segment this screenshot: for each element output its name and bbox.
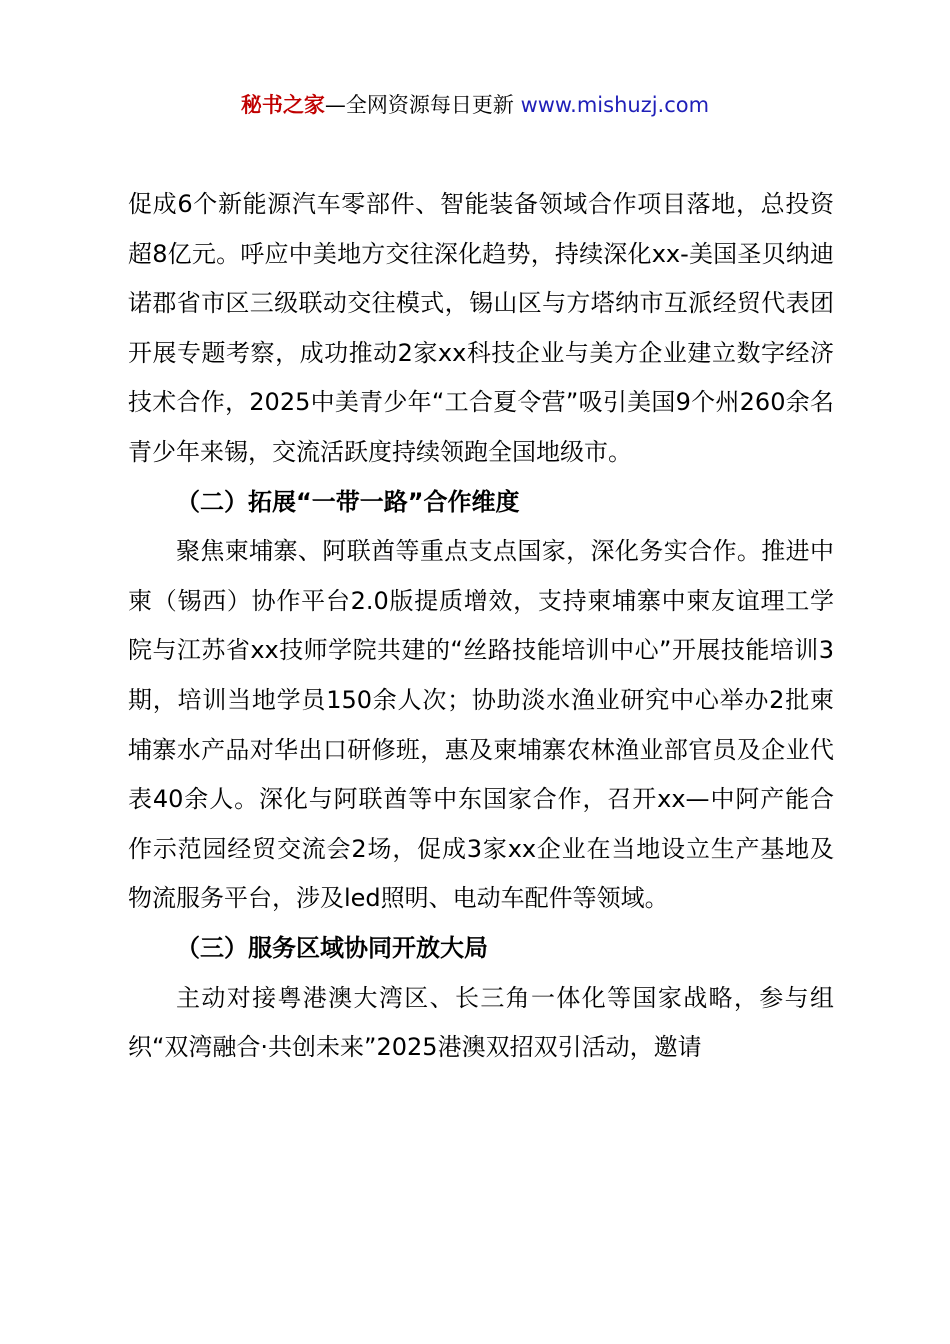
paragraph-continuation: 促成6个新能源汽车零部件、智能装备领域合作项目落地，总投资超8亿元。呼应中美地方交往深化趋势，持续深化xx-美国圣贝纳迪诺郡省市区三级联动交往模式，锡山区与方塔纳市互派经贸代表团开展专题考察，成功推动2家xx科技企业与美方企业建立数字经济技术合作，2025中美青少年“工合夏令营”吸引美国9个州260余名青少年来锡，交流活跃度持续领跑全国地级市。 xyxy=(128,190,834,466)
document-body xyxy=(128,180,834,1073)
site-brand: 秘书之家 xyxy=(240,93,325,117)
site-url-link[interactable]: www.mishuzj.com xyxy=(520,93,710,117)
paragraph-regional-cooperation: 主动对接粤港澳大湾区、长三角一体化等国家战略，参与组织“双湾融合·共创未来”2025港澳双招双引活动，邀请 xyxy=(128,983,834,1062)
page-header xyxy=(0,88,950,122)
paragraph-belt-and-road: 聚焦柬埔寨、阿联酋等重点支点国家，深化务实合作。推进中柬（锡西）协作平台2.0版提质增效，支持柬埔寨中柬友谊理工学院与江苏省xx技师学院共建的“丝路技能培训中心”开展技能培训3期，培训当地学员150余人次；协助淡水渔业研究中心举办2批柬埔寨水产品对华出口研修班，惠及柬埔寨农林渔业部官员及企业代表40余人。深化与阿联酋等中东国家合作，召开xx—中阿产能合作示范园经贸交流会2场，促成3家xx企业在当地设立生产基地及物流服务平台，涉及led照明、电动车配件等领域。 xyxy=(128,537,834,913)
section-heading-2: （二）拓展“一带一路”合作维度 xyxy=(176,487,520,516)
site-tagline: —全网资源每日更新 xyxy=(324,93,521,117)
section-heading-3: （三）服务区域协同开放大局 xyxy=(176,933,488,962)
